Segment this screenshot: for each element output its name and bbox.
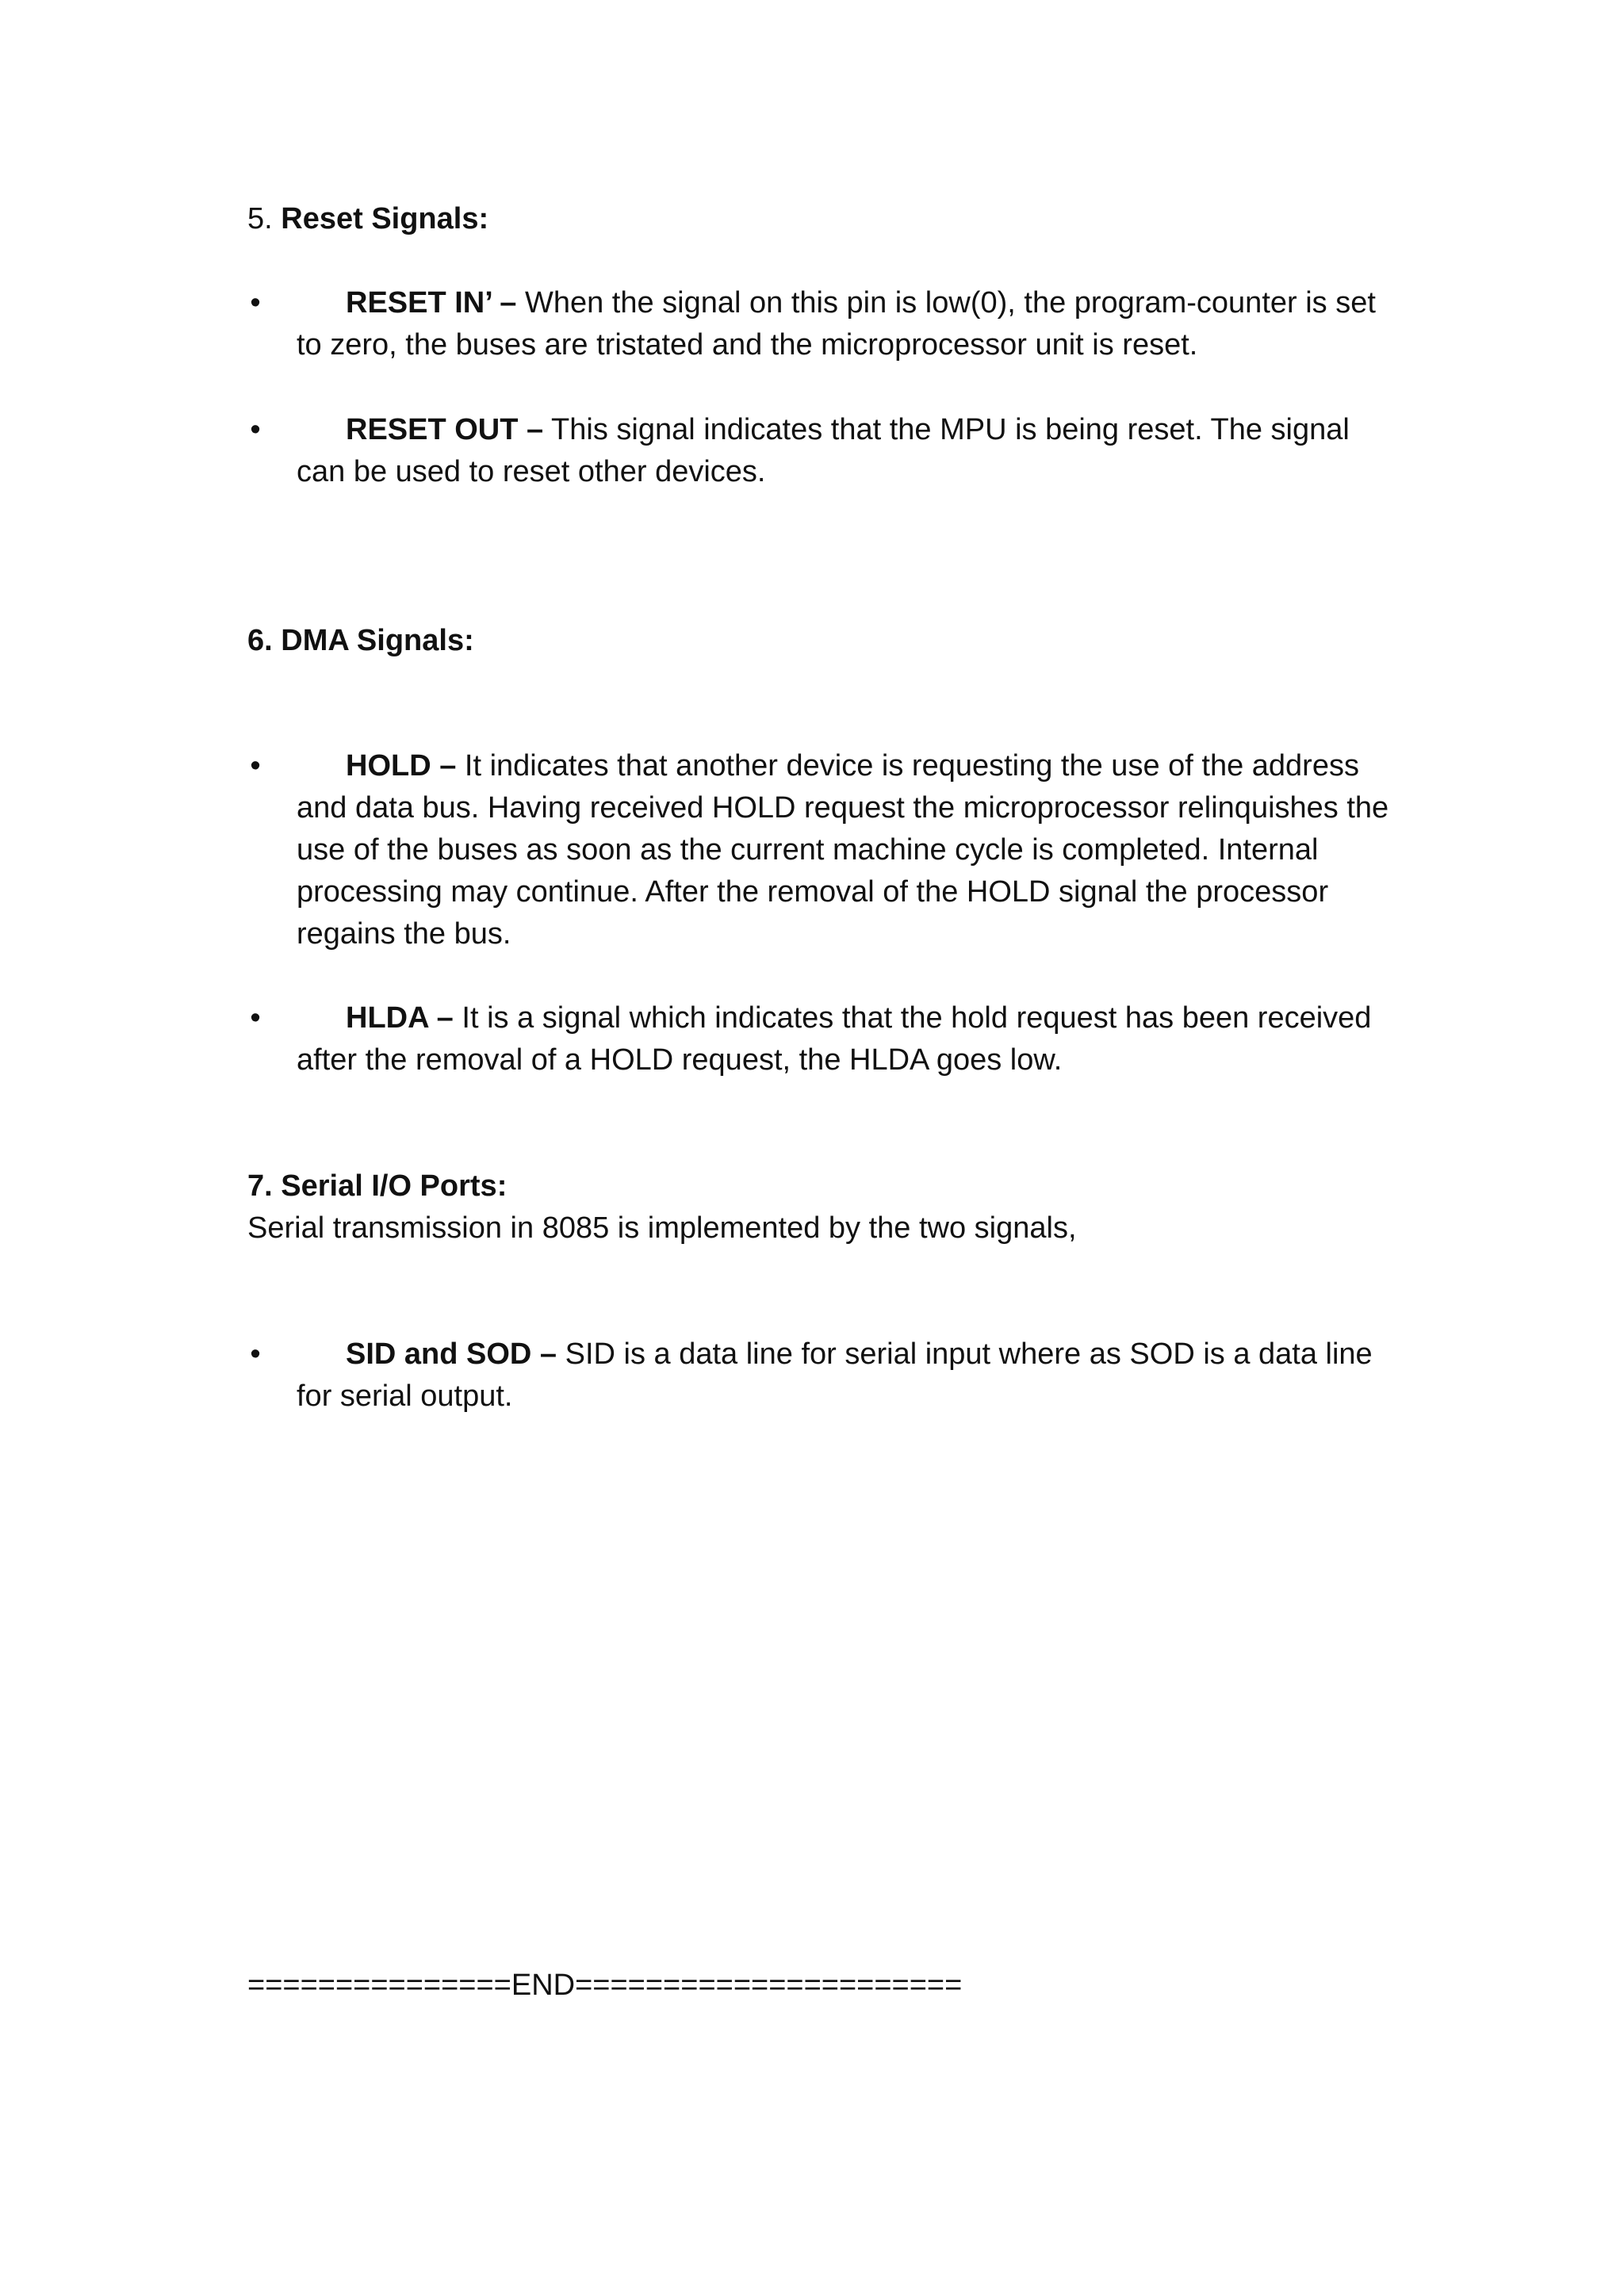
list-item-body (297, 745, 1397, 955)
list-item-body (297, 1334, 1397, 1418)
list-item-hlda (247, 997, 1397, 1081)
bullet-icon: • (250, 749, 261, 783)
description-hold: It indicates that another device is requesting the use of the address and data bus. Having received HOLD request the microprocessor relinquishes the use of the buses as soon as the current machine cycle is completed. Internal processing may continue. After the removal of the HOLD signal the processor regains the bus. (297, 749, 1389, 951)
section-7-title: 7. Serial I/O Ports: (247, 1169, 508, 1203)
bullet-icon: • (250, 1337, 261, 1371)
term-hlda: HLDA – (346, 1001, 454, 1035)
list-item-hold (247, 745, 1397, 955)
section-6-title: 6. DMA Signals: (247, 624, 474, 657)
bullet-icon: • (250, 1001, 261, 1035)
bullet-icon: • (250, 286, 261, 320)
section-7-intro: Serial transmission in 8085 is implemented by the two signals, (247, 1211, 1077, 1245)
section-5-title: Reset Signals: (281, 202, 489, 235)
description-reset-out: This signal indicates that the MPU is being reset. The signal can be used to reset other devices. (297, 413, 1350, 488)
list-item-body (297, 282, 1397, 366)
list-item-reset-in (247, 282, 1397, 366)
section-5-number: 5. (247, 202, 273, 235)
term-sid-sod: SID and SOD – (346, 1337, 557, 1371)
term-reset-out: RESET OUT – (346, 413, 544, 446)
description-hlda: It is a signal which indicates that the hold request has been received after the removal of a HOLD request, the HLDA goes low. (297, 1001, 1372, 1077)
list-item-reset-out (247, 409, 1397, 493)
list-item-body (297, 409, 1397, 493)
bullet-icon: • (250, 413, 261, 446)
term-reset-in: RESET IN’ – (346, 286, 517, 320)
description-sid-sod: SID is a data line for serial input where as SOD is a data line for serial output. (297, 1337, 1373, 1413)
list-item-sid-sod (247, 1334, 1397, 1418)
term-hold: HOLD – (346, 749, 457, 783)
section-5-heading (247, 198, 488, 240)
end-marker: ===============END====================== (247, 1969, 963, 2002)
list-item-body (297, 997, 1397, 1081)
description-reset-in: When the signal on this pin is low(0), the program-counter is set to zero, the buses are tristated and the microprocessor unit is reset. (297, 286, 1376, 362)
